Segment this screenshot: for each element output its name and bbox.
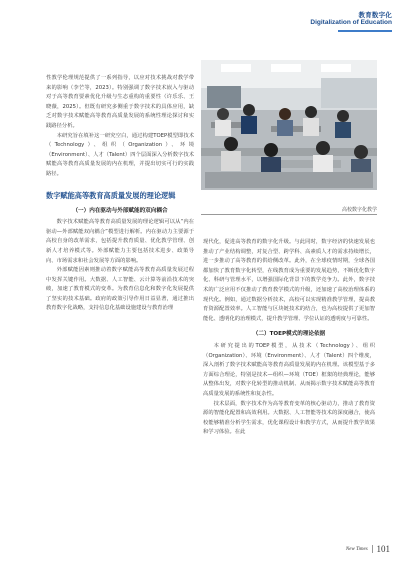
- subsection-heading: （二）TOEP模式的理论依据: [252, 331, 326, 338]
- paragraph: 外部赋能因素则推动着数字赋能高等教育高质量发展过程中发挥关键作用。大数据、人工智能、云计算等前沿技术的突破，加速了教育模式的变革。为教育信息化和数字化发展提供了坚实的技术基础。政府的政策引导作用日益显著，通过推出教育数字化战略，支持信息化基础设施建设与教育治理: [46, 267, 194, 312]
- paragraph: 本研究提出的TOEP模型，从技术（Technology）、组织（Organization）、环境（Environment）、人才（Talent）四个维度，深入剖析了数字技术赋能高等教育高质量发展的内在机理。该模型基于多方面综合理论，特别是技术—组织—环境（TOE）框架的经典理论，能够从整体出发，对数字化转型的推动机制、从而揭示数字技术赋能高等教育高质量发展的系统性和复杂性。: [203, 342, 375, 397]
- section-heading: 数字赋能高等教育高质量发展的理论逻辑: [46, 190, 176, 200]
- header-rule: [338, 30, 392, 32]
- page-number: 101: [376, 544, 390, 554]
- page-footer: [346, 544, 390, 554]
- paragraph: 现代化，促进高等教育的数字化升级。与此同时，数字经济的快速发展也推动了产业结构调整，对复合型、跨学科、高素质人才的需求持续增长，进一步推动了高等教育的供给侧改革。此外，在全球疫情时期，全球各国都加快了教育数字化转型，在线教育成为重要的发展趋势，不断优化数字化、科研与管理水平，以增强国际化背景下的教学竞争力。此外，数字技术的广泛应用不仅推动了教育教学模式的升级，还加速了高校治理体系的现代化。例如，通过数据分析技术，高校可以实现精准教学管理，提高教育资源配置效率。人工智能与区块链技术的结合，也为高校提供了更加智能化、透明化的治理模式，提升教学管理、学位认证的透明度与可靠性。: [203, 239, 375, 322]
- left-column: [46, 74, 194, 314]
- journal-name: New Times: [345, 546, 368, 552]
- right-column: [203, 238, 375, 438]
- subsection-heading: （一）内在驱动与外部赋能的双向耦合: [72, 207, 168, 214]
- page-header: [310, 10, 392, 26]
- footer-divider: [372, 545, 373, 553]
- photo-caption: 高校数字化教学: [341, 207, 377, 213]
- paragraph: 本研究旨在填补这一研究空白，通过构建TOEP模型即技术（Technology）、组织（Organization）、环境（Environment）、人才（Talent）四个层面深入分析数字技术赋能高等教育高质量发展的内在机理，并提出切实可行的实践路径。: [46, 132, 194, 177]
- paragraph: 性教学伦理规范提供了一系列指导，以应对技术挑战对教学带来的影响（李芒等，2023）。特别强调了数字技术嵌入与驱动对于高等教育要素优化升级与生态重构的重要性（许乐乐、王晓薇，2025）。但既有研究多侧重于数字技术的具体应用，缺乏对数字技术赋能高等教育高质量发展的系统性理论探讨和实践路径分析。: [46, 75, 194, 129]
- classroom-photo-illustration: [201, 60, 377, 190]
- section-label-en: Digitalization of Education: [310, 19, 392, 26]
- paragraph: 技术层面，数字技术作为高等教育变革的核心驱动力，推动了教育资源的智能化配置和高效利用。大数据、人工智能等技术的深度融合，使高校能够精准分析学生需求，优化课程设计和教学方式，从而提升教学效果和学习体验。在此: [203, 400, 375, 436]
- section-label-cn: 教育数字化: [358, 11, 392, 19]
- paragraph: 数字技术赋能高等教育高质量发展的理论逻辑可以从“内在驱动—外部赋能双向耦合”模型进行解析。内在驱动力主要源于高校自身的改革需求，包括提升教育质量、优化教学管理、创新人才培养模式等。外部赋能力主要包括技术进步、政策导向、市场需求和社会发展等方面的影响。: [46, 219, 194, 264]
- classroom-photo: [201, 60, 377, 190]
- caption-rule: [201, 214, 377, 215]
